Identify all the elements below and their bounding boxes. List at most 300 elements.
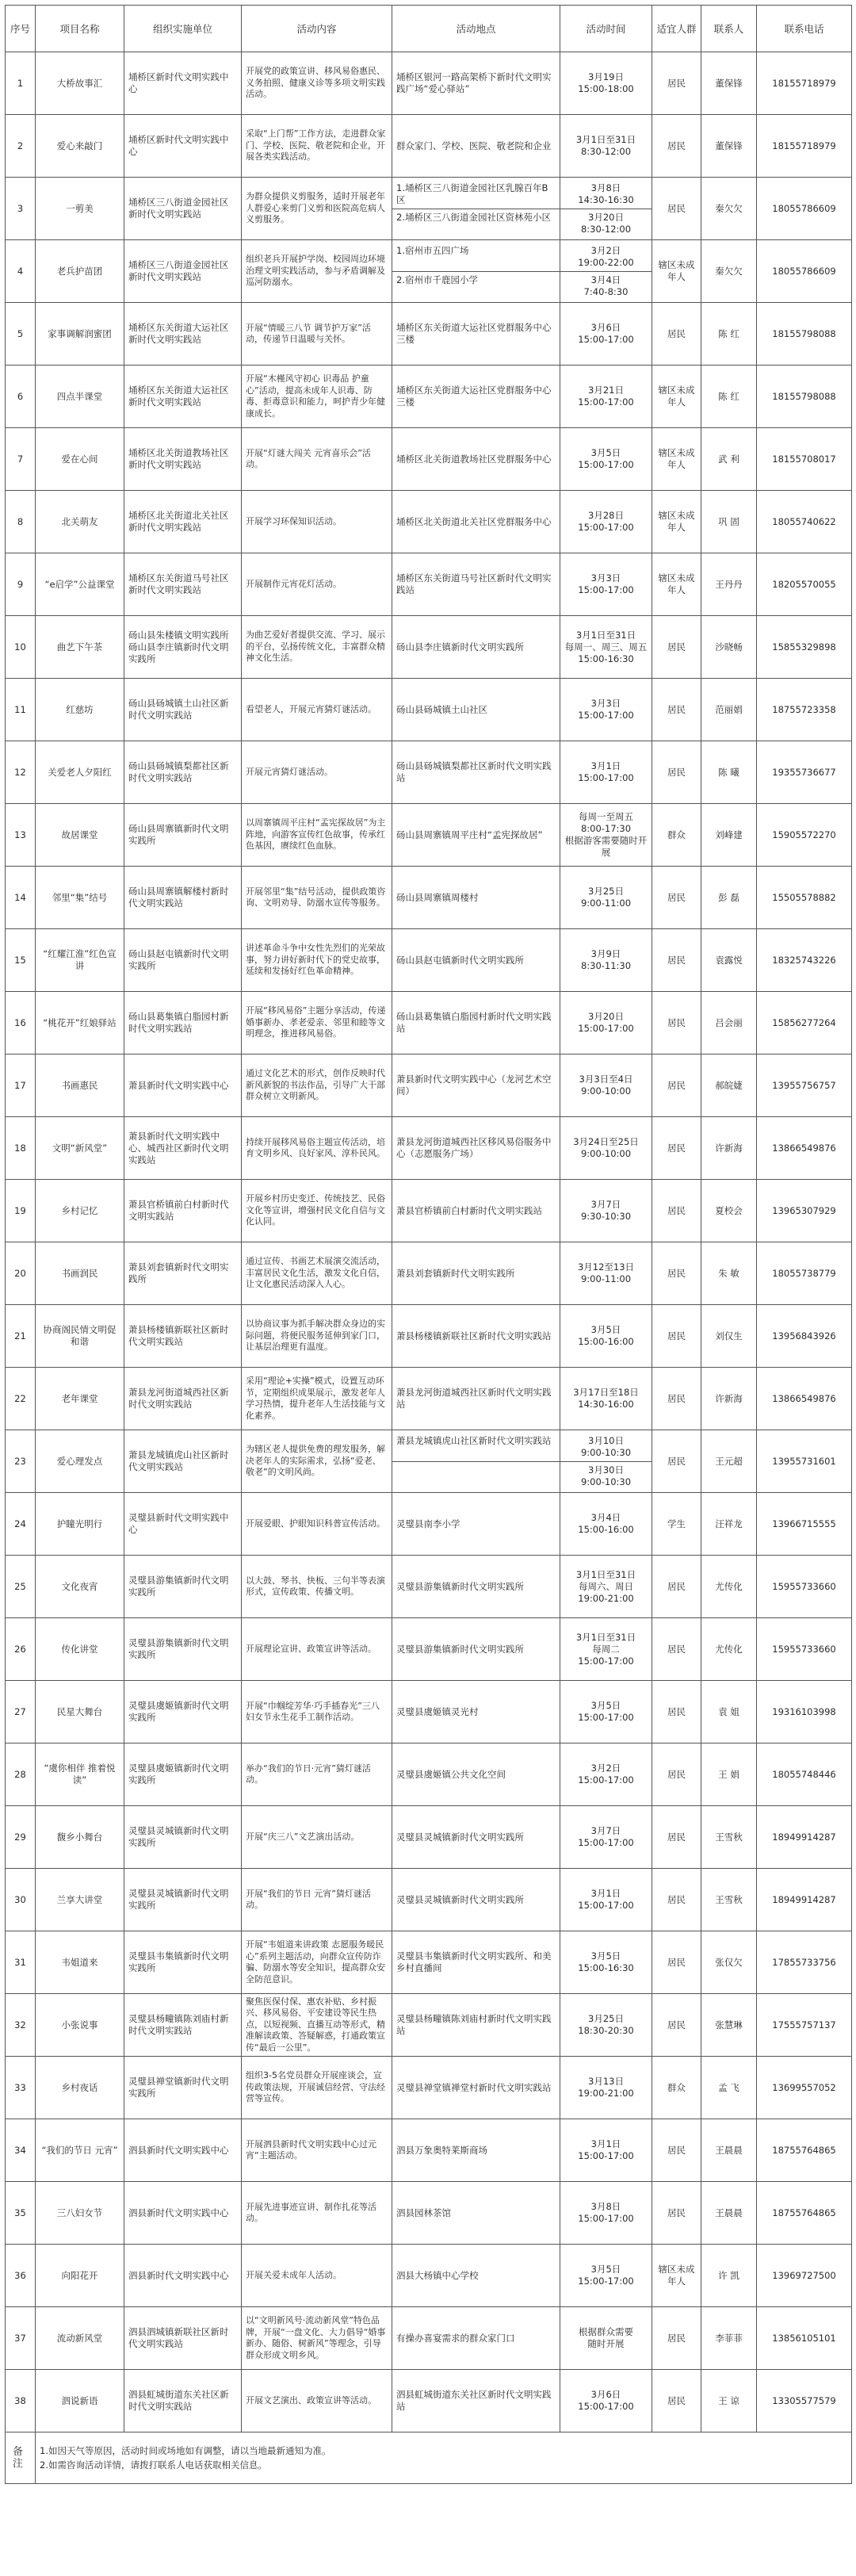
time-line: 19:00-22:00 [578, 256, 634, 268]
contact-person: 许新海 [701, 1368, 757, 1430]
project-name: 民星大舞台 [36, 1681, 124, 1743]
contact-person: 郝皖婕 [701, 1055, 757, 1117]
table-row [6, 1242, 852, 1305]
location: 埇桥区东关街道大运社区党群服务中心三楼 [392, 303, 560, 366]
table-row [6, 1618, 852, 1681]
time-line: 3月5日 [590, 447, 621, 458]
contact-phone: 15505578882 [757, 867, 852, 929]
contact-person: 袁 姐 [701, 1681, 757, 1743]
table-row [6, 992, 852, 1055]
location: 灵璧县游集镇新时代文明实践所 [392, 1556, 560, 1618]
activity-time [560, 491, 652, 553]
time-line: 3月5日 [590, 2264, 621, 2275]
organizer: 砀山县周寨镇解楼村新时代文明实践站 [124, 867, 242, 929]
table-row [6, 741, 852, 804]
time-line: 3月24日至25日 [573, 1136, 639, 1147]
time-line: 3月1日 [590, 2138, 621, 2149]
audience: 居民 [652, 2370, 701, 2432]
activity-time [560, 553, 652, 616]
contact-phone: 18155798088 [757, 303, 852, 366]
table-body [6, 52, 852, 2432]
location: 泗县万象奥特莱斯商场 [392, 2119, 560, 2182]
audience: 居民 [652, 679, 701, 741]
table-row [6, 1681, 852, 1743]
row-number: 17 [6, 1055, 36, 1117]
activity-time [560, 1931, 652, 1994]
notes-content [36, 2432, 852, 2484]
organizer: 灵璧县游集镇新时代文明实践所 [124, 1618, 242, 1681]
contact-person: 王 谅 [701, 2370, 757, 2432]
activity-time [560, 240, 652, 303]
project-name: “桃花开”红娘驿站 [36, 992, 124, 1055]
contact-phone: 15955733660 [757, 1618, 852, 1681]
audience: 辖区未成年人 [652, 491, 701, 553]
activity-time [560, 303, 652, 366]
header-row [6, 6, 852, 52]
time-line: 每周一、周三、周五15:00-16:30 [564, 641, 648, 664]
organizer: 灵璧县灵城镇新时代文明实践所 [124, 1806, 242, 1869]
location: 砀山县周寨镇周平庄村“孟宪探故居” [392, 804, 560, 867]
time-line: 15:00-17:00 [578, 522, 634, 533]
audience: 学生 [652, 1493, 701, 1556]
activity-content: 开展“灯谜大闯关 元宵喜乐会”活动。 [242, 428, 392, 491]
location: 灵璧县虞姬镇灵光村 [392, 1681, 560, 1743]
contact-phone: 19316103998 [757, 1681, 852, 1743]
time-line: 15:00-17:00 [578, 1774, 634, 1786]
project-name: 传化讲堂 [36, 1618, 124, 1681]
time-line: 3月28日 [588, 510, 624, 521]
time-line: 9:00-10:30 [580, 1476, 632, 1487]
activity-time [560, 992, 652, 1055]
time-line: 15:00-17:00 [578, 1712, 634, 1723]
time-line: 15:00-17:00 [578, 710, 634, 721]
audience: 居民 [652, 115, 701, 178]
audience: 居民 [652, 1180, 701, 1242]
audience: 居民 [652, 1055, 701, 1117]
table-row [6, 616, 852, 679]
time-line: 3月1日至31日 [575, 1568, 636, 1580]
organizer: 埇桥区新时代文明实践中心 [124, 52, 242, 115]
project-name: 文明“新风堂” [36, 1117, 124, 1180]
table-row [6, 2307, 852, 2370]
time-line: 14:30-16:30 [578, 193, 634, 205]
contact-phone: 18055748446 [757, 1743, 852, 1806]
table-row [6, 1055, 852, 1117]
table-row [6, 428, 852, 491]
contact-phone: 18155718979 [757, 52, 852, 115]
location-slot: 1.埇桥区三八街道金园社区乳腺百年B区 [396, 182, 548, 205]
contact-person: 许 凯 [701, 2245, 757, 2307]
activity-content: 聚焦医保付保、惠农补贴、乡村振兴、移风易俗、平安建设等民生热点，以短视频、直播互动等形式，精准解读政策、答疑解惑，打通政策宣传“最后一公里”。 [242, 1994, 392, 2057]
row-number: 29 [6, 1806, 36, 1869]
time-line: 3月7日 [590, 1825, 621, 1836]
activity-content: 采取“上门帮”工作方法，走进群众家门、学校、医院、敬老院和企业，开展各类实践活动。 [242, 115, 392, 178]
time-line: 3月9日 [590, 948, 621, 959]
organizer: 萧县龙河街道城西社区新时代文明实践站 [124, 1368, 242, 1430]
contact-person: 王雪秋 [701, 1806, 757, 1869]
activity-content: 采用“理论+实操”模式，设置互动环节，定期组织成果展示，激发老年人学习热情，提升老年人生活技能与文化素养。 [242, 1368, 392, 1430]
audience: 居民 [652, 2307, 701, 2370]
project-name: 爱心理发点 [36, 1430, 124, 1493]
time-line: 15:00-17:00 [578, 1900, 634, 1911]
audience: 居民 [652, 178, 701, 240]
activity-content: 组织3-5名党员群众开展座谈会，宣传政策法规，开展诚信经营、守法经营等宣传。 [242, 2057, 392, 2119]
time-line: 3月25日 [588, 2013, 624, 2024]
activity-time [560, 1869, 652, 1931]
location: 埇桥区北关街道教场社区党群服务中心 [392, 428, 560, 491]
activity-time [560, 2119, 652, 2182]
time-line: 3月21日 [588, 385, 624, 396]
table-row [6, 115, 852, 178]
contact-person: 秦欠欠 [701, 178, 757, 240]
row-number: 14 [6, 867, 36, 929]
time-line: 8:30-12:00 [580, 146, 632, 157]
contact-phone: 18155718979 [757, 115, 852, 178]
contact-person: 王晨晨 [701, 2182, 757, 2245]
location: 灵璧县禅堂镇禅堂村新时代文明实践站 [392, 2057, 560, 2119]
table-row [6, 929, 852, 992]
contact-phone: 13965307929 [757, 1180, 852, 1242]
row-number: 32 [6, 1994, 36, 2057]
project-name: 泗说新语 [36, 2370, 124, 2432]
time-slot [560, 271, 652, 300]
time-line: 3月2日 [590, 244, 621, 256]
activity-time [560, 1430, 652, 1493]
organizer: 埇桥区新时代文明实践中心 [124, 115, 242, 178]
time-line: 9:00-10:30 [580, 1446, 632, 1458]
note-line: 2.如需咨询活动详情，请拨打联系人电话获取相关信息。 [40, 2459, 267, 2471]
location: 有操办喜宴需求的群众家门口 [392, 2307, 560, 2370]
organizer: 灵璧县韦集镇新时代文明实践所 [124, 1931, 242, 1994]
row-number: 21 [6, 1305, 36, 1368]
project-name: 文化夜宵 [36, 1556, 124, 1618]
table-row [6, 1305, 852, 1368]
audience: 辖区未成年人 [652, 428, 701, 491]
time-line: 每周六、周日 [579, 1580, 633, 1592]
activity-content: 通过文化艺术的形式，创作反映时代新风新貌的书法作品，引导广大干部群众树立文明新风。 [242, 1055, 392, 1117]
header-time: 活动时间 [560, 6, 652, 52]
activity-time [560, 1117, 652, 1180]
location: 灵璧县南李小学 [392, 1493, 560, 1556]
time-line: 7:40-8:30 [583, 285, 629, 297]
location: 萧县新时代文明实践中心（龙河艺术空间） [392, 1055, 560, 1117]
note-line: 1.如因天气等原因，活动时间或场地如有调整，请以当地最新通知为准。 [40, 2445, 331, 2456]
table-row [6, 2057, 852, 2119]
project-name: 书画润民 [36, 1242, 124, 1305]
activity-content: 开展“庆三八”文艺演出活动。 [242, 1806, 392, 1869]
time-line: 3月13日 [588, 2076, 624, 2087]
location: 埇桥区东关街道马号社区新时代文明实践站 [392, 553, 560, 616]
activity-content: 组织老兵开展护学岗、校园周边环境治理文明实践活动，参与矛盾调解及巡河防溺水。 [242, 240, 392, 303]
organizer: 萧县龙城镇虎山社区新时代文明实践站 [124, 1430, 242, 1493]
project-name: 韦姐道来 [36, 1931, 124, 1994]
contact-person: 刘仅生 [701, 1305, 757, 1368]
header-organizer: 组织实施单位 [124, 6, 242, 52]
time-line: 3月4日 [590, 274, 621, 285]
contact-phone: 18155798088 [757, 366, 852, 428]
activity-content: 开展泗县新时代文明实践中心过元宵“主题活动。 [242, 2119, 392, 2182]
location: 砀山县赵屯镇新时代文明实践所 [392, 929, 560, 992]
contact-phone: 13856105101 [757, 2307, 852, 2370]
organizer: 泗县泗城镇新联社区新时代文明实践站 [124, 2307, 242, 2370]
row-number: 10 [6, 616, 36, 679]
activity-content: 讲述革命斗争中女性先烈们的光荣故事，努力讲好新时代下的党史故事，延续和发扬好红色革命精神。 [242, 929, 392, 992]
project-name: 北关萌友 [36, 491, 124, 553]
time-slot [560, 209, 652, 238]
project-name: 爱心来敲门 [36, 115, 124, 178]
activity-content: 开展元宵猜灯谜活动。 [242, 741, 392, 804]
location: 砀山县李庄镇新时代文明实践所 [392, 616, 560, 679]
contact-person: 董保锋 [701, 52, 757, 115]
contact-phone: 13305577579 [757, 2370, 852, 2432]
time-line: 15:00-17:00 [578, 1023, 634, 1034]
location: 砀山县周寨镇周楼村 [392, 867, 560, 929]
contact-phone: 17855733756 [757, 1931, 852, 1994]
row-number: 16 [6, 992, 36, 1055]
header-project-name: 项目名称 [36, 6, 124, 52]
table-row [6, 1493, 852, 1556]
location: 灵璧县灵城镇新时代文明实践所 [392, 1869, 560, 1931]
audience: 居民 [652, 52, 701, 115]
contact-phone: 18949914287 [757, 1806, 852, 1869]
activity-time [560, 1055, 652, 1117]
table-row [6, 1869, 852, 1931]
contact-person: 陈 曦 [701, 741, 757, 804]
activity-time [560, 804, 652, 867]
location: 砀山县砀城镇梨都社区新时代文明实践站 [392, 741, 560, 804]
table-row [6, 1430, 852, 1493]
activity-time [560, 867, 652, 929]
row-number: 9 [6, 553, 36, 616]
time-line: 9:00-10:00 [580, 1148, 632, 1159]
time-line: 15:00-17:00 [578, 459, 634, 470]
activity-content: 开展学习环保知识活动。 [242, 491, 392, 553]
organizer: 砀山县朱楼镇文明实践所 砀山县李庄镇新时代文明实践所 [124, 616, 242, 679]
project-name: 老兵护苗团 [36, 240, 124, 303]
time-line: 3月5日 [590, 1950, 621, 1962]
contact-phone: 13699557052 [757, 2057, 852, 2119]
activity-content: 开展爱眼、护眼知识科普宣传活动。 [242, 1493, 392, 1556]
time-line: 15:00-17:00 [578, 772, 634, 783]
time-line: 15:00-17:00 [578, 1655, 634, 1667]
time-line: 3月3日 [590, 698, 621, 709]
time-line: 8:30-12:00 [580, 223, 632, 235]
contact-phone: 13966715555 [757, 1493, 852, 1556]
activity-time [560, 1305, 652, 1368]
audience: 居民 [652, 867, 701, 929]
table-row [6, 1994, 852, 2057]
audience: 辖区未成年人 [652, 240, 701, 303]
table-row [6, 804, 852, 867]
time-line: 每周一至周五 [579, 811, 633, 822]
organizer: 埇桥区北关街道教场社区新时代文明实践站 [124, 428, 242, 491]
activity-time [560, 1806, 652, 1869]
time-line: 根据群众需要 [579, 2326, 633, 2337]
activity-content: 开展“巾帼绽芳华·巧手插春光”三八妇女节永生花手工制作活动。 [242, 1681, 392, 1743]
row-number: 34 [6, 2119, 36, 2182]
activity-time [560, 115, 652, 178]
contact-person: 武 利 [701, 428, 757, 491]
audience: 居民 [652, 1242, 701, 1305]
time-slot [560, 180, 652, 209]
row-number: 26 [6, 1618, 36, 1681]
contact-person: 尤传化 [701, 1556, 757, 1618]
contact-person: 李菲菲 [701, 2307, 757, 2370]
project-name: 关爱老人夕阳红 [36, 741, 124, 804]
header-audience: 适宜人群 [652, 6, 701, 52]
audience: 居民 [652, 1117, 701, 1180]
location-slot: 2.宿州市千鹿园小学 [392, 271, 560, 300]
time-line: 3月5日 [590, 1700, 621, 1711]
table-row [6, 2119, 852, 2182]
organizer: 灵璧县灵城镇新时代文明实践所 [124, 1869, 242, 1931]
project-name: “红耀江淮”红色宣讲 [36, 929, 124, 992]
project-name: “我们的节日 元宵” [36, 2119, 124, 2182]
location: 埇桥区北关街道北关社区党群服务中心 [392, 491, 560, 553]
audience: 辖区未成年人 [652, 553, 701, 616]
audience: 群众 [652, 804, 701, 867]
contact-phone: 13955756757 [757, 1055, 852, 1117]
organizer: 灵璧县新时代文明实践中心 [124, 1493, 242, 1556]
contact-phone: 18055738779 [757, 1242, 852, 1305]
contact-phone: 15855329898 [757, 616, 852, 679]
time-line: 19:00-21:00 [578, 1592, 634, 1604]
activity-time [560, 1618, 652, 1681]
notes-row [6, 2432, 852, 2484]
contact-person: 王元超 [701, 1430, 757, 1493]
project-name: “虞你相伴 推着悦读” [36, 1743, 124, 1806]
audience: 居民 [652, 1806, 701, 1869]
contact-person: 董保锋 [701, 115, 757, 178]
table-row [6, 1806, 852, 1869]
project-name: 小张说事 [36, 1994, 124, 2057]
time-line: 随时开展 [587, 2338, 625, 2349]
activity-time [560, 428, 652, 491]
row-number: 25 [6, 1556, 36, 1618]
organizer: 灵璧县虞姬镇新时代文明实践所 [124, 1681, 242, 1743]
location: 灵璧县灵城镇新时代文明实践所 [392, 1806, 560, 1869]
time-line: 9:00-10:00 [580, 1085, 632, 1097]
contact-person: 王晨晨 [701, 2119, 757, 2182]
organizer: 埇桥区东关街道大运社区新时代文明实践站 [124, 366, 242, 428]
project-name: 三八妇女节 [36, 2182, 124, 2245]
activity-content: 开展党的政策宣讲、移风易俗惠民、义务拍照、健康义诊等多项文明实践活动。 [242, 52, 392, 115]
time-line: 3月1日至31日 [575, 1631, 636, 1643]
activity-content: 以协商议事为抓手解决群众身边的实际问题，将便民服务延伸到家门口，让基层治理更有温度。 [242, 1305, 392, 1368]
organizer: 萧县新时代文明实践中心、城西社区新时代文明实践站 [124, 1117, 242, 1180]
project-name: 故居课堂 [36, 804, 124, 867]
project-name: 四点半课堂 [36, 366, 124, 428]
time-line: 根据游客需要随时开展 [564, 835, 648, 858]
time-line: 18:30-20:30 [578, 2025, 634, 2036]
activity-time [560, 1556, 652, 1618]
time-line: 3月8日 [590, 2201, 621, 2212]
contact-person: 张仅欠 [701, 1931, 757, 1994]
row-number: 11 [6, 679, 36, 741]
location: 砀山县葛集镇白脂园村新时代文明实践站 [392, 992, 560, 1055]
row-number: 7 [6, 428, 36, 491]
time-line: 3月19日 [588, 71, 624, 82]
contact-person: 许新海 [701, 1117, 757, 1180]
location [392, 240, 560, 303]
contact-phone: 15905572270 [757, 804, 852, 867]
activity-content: 开展“情暖三八节 调节护万家”活动，传递节日温暖与关怀。 [242, 303, 392, 366]
table-row [6, 2370, 852, 2432]
project-name: 向阳花开 [36, 2245, 124, 2307]
activity-schedule-sheet [5, 5, 851, 2484]
activity-time [560, 2370, 652, 2432]
row-number: 30 [6, 1869, 36, 1931]
table-row [6, 1931, 852, 1994]
activity-time [560, 616, 652, 679]
row-number: 33 [6, 2057, 36, 2119]
time-line: 3月20日 [588, 211, 624, 223]
location: 萧县龙河街道城西社区新时代文明实践站 [392, 1368, 560, 1430]
table-row [6, 2245, 852, 2307]
project-name: 书画惠民 [36, 1055, 124, 1117]
time-line: 3月7日 [590, 1199, 621, 1210]
row-number: 5 [6, 303, 36, 366]
table-row [6, 240, 852, 303]
time-line: 8:30-11:30 [580, 960, 632, 971]
time-line: 3月10日 [588, 1434, 624, 1446]
row-number: 24 [6, 1493, 36, 1556]
contact-person: 刘峰建 [701, 804, 757, 867]
contact-person: 沙晓畅 [701, 616, 757, 679]
row-number: 27 [6, 1681, 36, 1743]
row-number: 23 [6, 1430, 36, 1493]
location: 泗县园林茶馆 [392, 2182, 560, 2245]
activity-time [560, 366, 652, 428]
time-line: 15:00-17:00 [578, 2150, 634, 2161]
table-row [6, 1743, 852, 1806]
project-name: 大桥故事汇 [36, 52, 124, 115]
activity-time [560, 929, 652, 992]
contact-phone: 18755723358 [757, 679, 852, 741]
organizer: 砀山县葛集镇白脂园村新时代文明实践站 [124, 992, 242, 1055]
time-line: 15:00-17:00 [578, 2213, 634, 2224]
contact-person: 孟 飞 [701, 2057, 757, 2119]
row-number: 18 [6, 1117, 36, 1180]
contact-phone: 18055786609 [757, 178, 852, 240]
contact-phone: 13969727500 [757, 2245, 852, 2307]
audience: 辖区未成年人 [652, 2245, 701, 2307]
row-number: 38 [6, 2370, 36, 2432]
activity-table [5, 5, 852, 2484]
project-name: 乡村夜话 [36, 2057, 124, 2119]
table-row [6, 491, 852, 553]
contact-phone: 18055740622 [757, 491, 852, 553]
row-number: 8 [6, 491, 36, 553]
audience: 居民 [652, 1618, 701, 1681]
contact-person: 陈 红 [701, 303, 757, 366]
project-name: 协商阁民情文明促和谐 [36, 1305, 124, 1368]
row-number: 35 [6, 2182, 36, 2245]
organizer: 埇桥区三八街道金园社区新时代文明实践站 [124, 240, 242, 303]
project-name: 邻里“集”结号 [36, 867, 124, 929]
row-number: 3 [6, 178, 36, 240]
activity-content: 持续开展移风易俗主题宣传活动，培育文明乡风、良好家风、淳朴民风。 [242, 1117, 392, 1180]
time-line: 15:00-17:00 [578, 396, 634, 408]
time-line: 3月1日 [590, 760, 621, 771]
row-number: 37 [6, 2307, 36, 2370]
time-line: 9:30-10:30 [580, 1211, 632, 1222]
time-line: 8:00-17:30 [580, 823, 632, 834]
time-line: 15:00-18:00 [578, 83, 634, 94]
organizer: 埇桥区北关街道北关社区新时代文明实践站 [124, 491, 242, 553]
audience: 居民 [652, 1368, 701, 1430]
row-number: 1 [6, 52, 36, 115]
